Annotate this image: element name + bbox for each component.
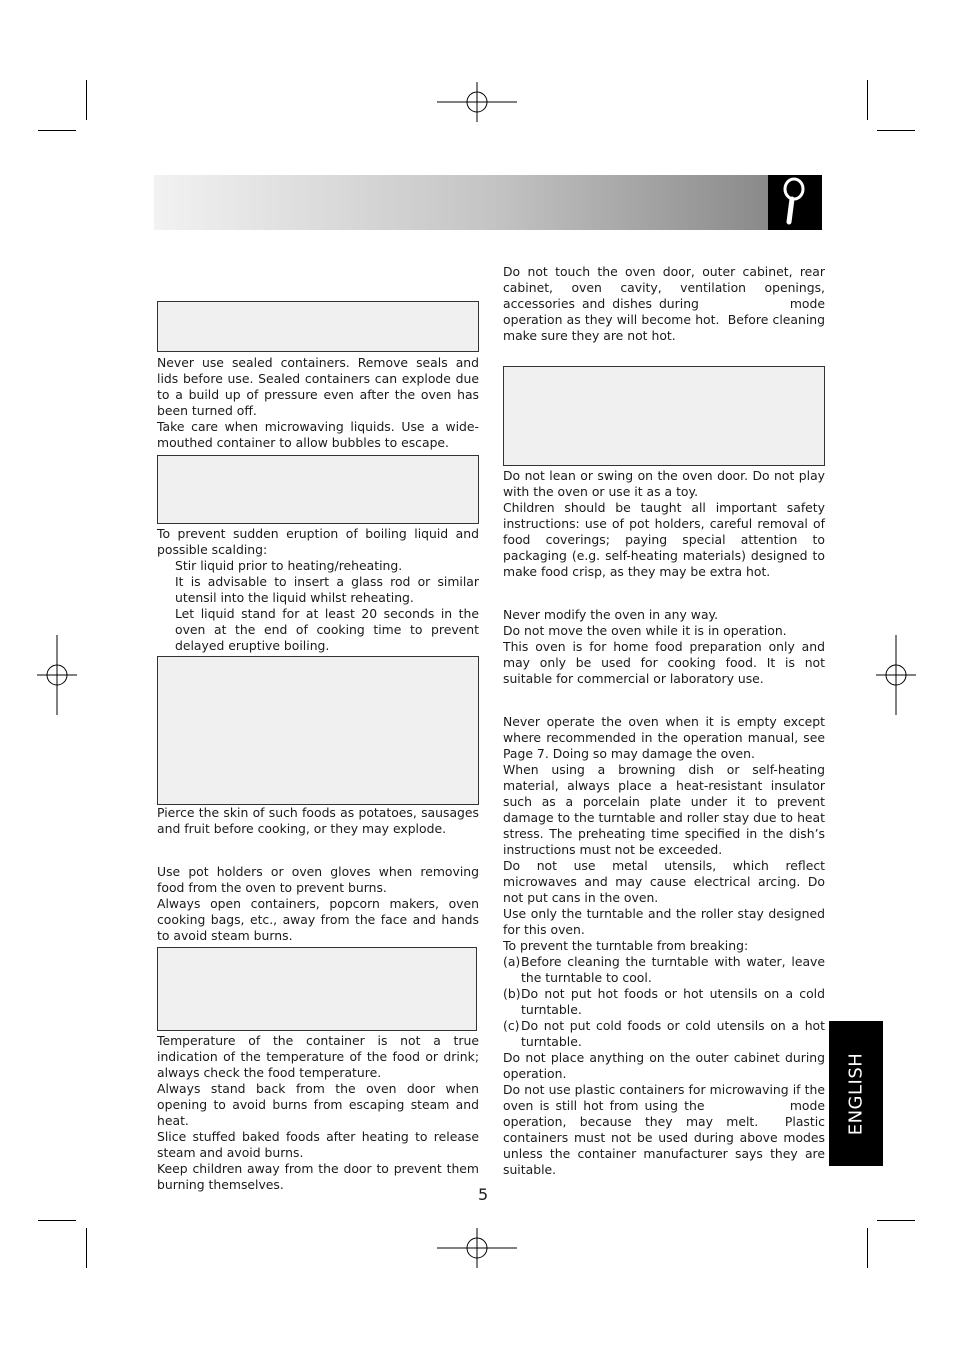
list-item: Stir liquid prior to heating/reheating. [175,558,403,573]
paragraph: Never operate the oven when it is empty except where recommended in the operation manual, see Page 7. Doing so may damage the oven. [503,714,825,761]
crop-mark [877,130,915,131]
paragraph: Do not place anything on the outer cabinet during operation. [503,1050,825,1081]
registration-mark-right [856,635,936,715]
crop-mark [86,1228,87,1268]
paragraph: Use pot holders or oven gloves when removing food from the oven to prevent burns. [157,864,479,895]
paragraph: Always open containers, popcorn makers, oven cooking bags, etc., away from the face and hands to avoid steam burns. [157,896,479,943]
paragraph: To prevent sudden eruption of boiling liquid and possible scalding: [157,526,479,557]
crop-mark [877,1220,915,1221]
right-column [503,264,829,1178]
warning-box [157,455,479,524]
registration-mark-bottom [437,1208,517,1288]
crop-mark [867,1228,868,1268]
registration-mark-left [17,635,97,715]
list-label: (c) [503,1018,520,1033]
paragraph: Do not move the oven while it is in operation. [503,623,787,638]
crop-mark [38,130,76,131]
warning-box [503,366,825,466]
paragraph: Take care when microwaving liquids. Use a wide-mouthed container to allow bubbles to escape. [157,419,479,450]
crop-mark [86,80,87,120]
paragraph: Keep children away from the door to prevent them burning themselves. [157,1161,479,1192]
registration-mark-top [437,62,517,142]
paragraph: Never modify the oven in any way. [503,607,719,622]
magnifier-icon [768,175,822,230]
paragraph: Use only the turntable and the roller stay designed for this oven. [503,906,825,937]
paragraph: Do not lean or swing on the oven door. Do not play with the oven or use it as a toy. [503,468,825,499]
list-item: It is advisable to insert a glass rod or similar utensil into the liquid whilst reheating. [175,574,479,605]
paragraph: When using a browning dish or self-heating material, always place a heat-resistant insulator such as a porcelain plate under it to prevent damage to the turntable and roller stay due to heat stress. The preheating time specified in the dish’s instructions must not be exceeded. [503,762,825,857]
language-label: ENGLISH [845,1052,867,1135]
paragraph: Do not use plastic containers for microwaving if the oven is still hot from using the mode operation, because they may melt. Plastic containers must not be used during above modes unless the container manufacturer says they are suitable. [503,1082,829,1177]
list-item [503,1018,825,1050]
paragraph: To prevent the turntable from breaking: [503,938,749,953]
list-label: (b) [503,986,521,1001]
section-header-bar [154,175,768,230]
list-item [503,986,825,1018]
list-text: Do not put cold foods or cold utensils on a hot turntable. [521,1018,825,1049]
list-text: Do not put hot foods or hot utensils on a cold turntable. [521,986,825,1017]
warning-box [157,947,477,1031]
warning-box [157,656,479,805]
left-column [157,301,479,1193]
page-number: 5 [478,1185,489,1204]
list-item: Let liquid stand for at least 20 seconds in the oven at the end of cooking time to prevent delayed eruptive boiling. [175,606,479,653]
paragraph: Pierce the skin of such foods as potatoes, sausages and fruit before cooking, or they may explode. [157,805,479,836]
paragraph: This oven is for home food preparation only and may only be used for cooking food. It is not suitable for commercial or laboratory use. [503,639,825,686]
paragraph: Temperature of the container is not a true indication of the temperature of the food or drink; always check the food temperature. [157,1033,479,1080]
language-tab [829,1021,883,1166]
paragraph: Always stand back from the oven door when opening to avoid burns from escaping steam and heat. [157,1081,479,1128]
crop-mark [38,1220,76,1221]
paragraph: Do not use metal utensils, which reflect microwaves and may cause electrical arcing. Do not put cans in the oven. [503,858,825,905]
paragraph: Slice stuffed baked foods after heating to release steam and avoid burns. [157,1129,479,1160]
paragraph: Children should be taught all important safety instructions: use of pot holders, careful removal of food coverings; paying special attention to packaging (e.g. self-heating materials) designed to make food crisp, as they may be extra hot. [503,500,825,579]
paragraph: Do not touch the oven door, outer cabinet, rear cabinet, oven cavity, ventilation openings, accessories and dishes during mode operation as they will become hot. Before cleaning make sure they are not hot. [503,264,829,343]
list-item [503,954,825,986]
list-text: Before cleaning the turntable with water, leave the turntable to cool. [521,954,825,985]
paragraph: Never use sealed containers. Remove seals and lids before use. Sealed containers can explode due to a build up of pressure even after the oven has been turned off. [157,355,479,418]
list-label: (a) [503,954,521,969]
crop-mark [867,80,868,120]
warning-box [157,301,479,352]
